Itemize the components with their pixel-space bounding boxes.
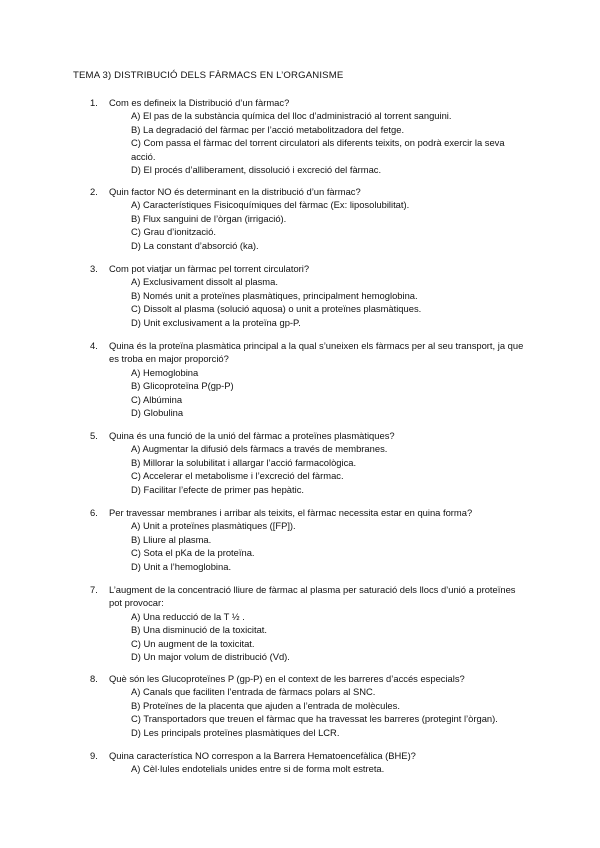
question-2	[0, 185, 600, 252]
answer-option-c: C) Albúmina	[131, 393, 183, 405]
answer-option-b: B) Millorar la solubilitat i allargar l’acció farmacològica.	[131, 456, 357, 468]
question-5	[0, 429, 600, 496]
question-4	[0, 339, 600, 419]
answer-option-a: A) Cèl·lules endotelials unides entre si de forma molt estreta.	[131, 763, 385, 775]
answer-option-d: D) Un major volum de distribució (Vd).	[131, 651, 290, 663]
answer-option-d: D) Facilitar l’efecte de primer pas hepàtic.	[131, 483, 304, 495]
question-number: 6.	[90, 507, 98, 518]
answer-option-c: C) Com passa el fàrmac del torrent circulatori als diferents teixits, on podrà exercir la seva acció.	[131, 137, 505, 162]
question-number: 1.	[90, 97, 98, 108]
answer-option-c: C) Dissolt al plasma (solució aquosa) o unit a proteïnes plasmàtiques.	[131, 303, 422, 315]
answer-option-a: A) Canals que faciliten l’entrada de fàrmacs polars al SNC.	[131, 686, 376, 698]
answer-option-b: B) La degradació del fàrmac per l’acció metabolitzadora del fetge.	[131, 123, 405, 135]
answer-option-c: C) Un augment de la toxicitat.	[131, 637, 255, 649]
answer-option-a: A) Hemoglobina	[131, 366, 199, 378]
answer-option-a: A) El pas de la substància química del lloc d’administració al torrent sanguini.	[131, 110, 452, 122]
question-number: 7.	[90, 584, 98, 595]
question-text: Quina és una funció de la unió del fàrmac a proteïnes plasmàtiques?	[109, 430, 395, 441]
question-8	[0, 672, 600, 739]
answer-option-c: C) Grau d’ionització.	[131, 226, 216, 238]
question-text: Com es defineix la Distribució d’un fàrmac?	[109, 97, 290, 108]
answer-option-b: B) Una disminució de la toxicitat.	[131, 624, 267, 636]
answer-option-c: C) Transportadors que treuen el fàrmac que ha travessat les barreres (protegint l’òrgan).	[131, 713, 498, 725]
question-number: 5.	[90, 430, 98, 441]
question-text: Quin factor NO és determinant en la distribució d’un fàrmac?	[109, 186, 361, 197]
answer-option-d: D) El procés d’alliberament, dissolució i excreció del fàrmac.	[131, 164, 382, 176]
question-number: 9.	[90, 750, 98, 761]
answer-option-a: A) Característiques Fisicoquímiques del fàrmac (Ex: liposolubilitat).	[131, 199, 410, 211]
answer-option-a: A) Exclusivament dissolt al plasma.	[131, 276, 278, 288]
question-text: Què són les Glucoproteïnes P (gp-P) en el context de les barreres d’accés especials?	[109, 673, 465, 684]
question-number: 8.	[90, 673, 98, 684]
question-text: Per travessar membranes i arribar als teixits, el fàrmac necessita estar en quina forma?	[109, 507, 473, 518]
question-7	[0, 583, 600, 663]
question-3	[0, 262, 600, 329]
answer-option-a: A) Augmentar la difusió dels fàrmacs a través de membranes.	[131, 443, 388, 455]
answer-option-b: B) Només unit a proteïnes plasmàtiques, principalment hemoglobina.	[131, 289, 418, 301]
answer-option-b: B) Proteïnes de la placenta que ajuden a l’entrada de molècules.	[131, 699, 400, 711]
answer-option-d: D) Unit a l’hemoglobina.	[131, 560, 232, 572]
question-text: Quina és la proteïna plasmàtica principal a la qual s’uneixen els fàrmacs per al seu transport, ja que es troba en major proporció?	[109, 340, 524, 365]
answer-option-b: B) Flux sanguini de l’òrgan (irrigació).	[131, 212, 287, 224]
answer-option-b: B) Glicoproteïna P(gp-P)	[131, 380, 234, 392]
question-text: Quina característica NO correspon a la Barrera Hematoencefàlica (BHE)?	[109, 750, 416, 761]
answer-option-c: C) Accelerar el metabolisme i l’excreció del fàrmac.	[131, 470, 344, 482]
document-title: TEMA 3) DISTRIBUCIÓ DELS FÀRMACS EN L’ORGANISME	[73, 70, 344, 81]
question-9	[0, 749, 600, 776]
question-number: 4.	[90, 340, 98, 351]
answer-option-c: C) Sota el pKa de la proteïna.	[131, 547, 255, 559]
question-6	[0, 506, 600, 573]
answer-option-b: B) Lliure al plasma.	[131, 533, 212, 545]
question-number: 3.	[90, 263, 98, 274]
question-text: L’augment de la concentració lliure de fàrmac al plasma per saturació dels llocs d’unió a proteïnes pot provocar:	[109, 584, 516, 609]
question-number: 2.	[90, 186, 98, 197]
answer-option-d: D) Globulina	[131, 407, 184, 419]
answer-option-a: A) Una reducció de la T ½ .	[131, 610, 245, 622]
answer-option-d: D) La constant d’absorció (ka).	[131, 239, 259, 251]
question-1	[0, 96, 600, 176]
answer-option-d: D) Les principals proteïnes plasmàtiques del LCR.	[131, 726, 340, 738]
answer-option-d: D) Unit exclusivament a la proteïna gp-P.	[131, 316, 301, 328]
question-text: Com pot viatjar un fàrmac pel torrent circulatori?	[109, 263, 310, 274]
answer-option-a: A) Unit a proteïnes plasmàtiques ([FP]).	[131, 520, 296, 532]
